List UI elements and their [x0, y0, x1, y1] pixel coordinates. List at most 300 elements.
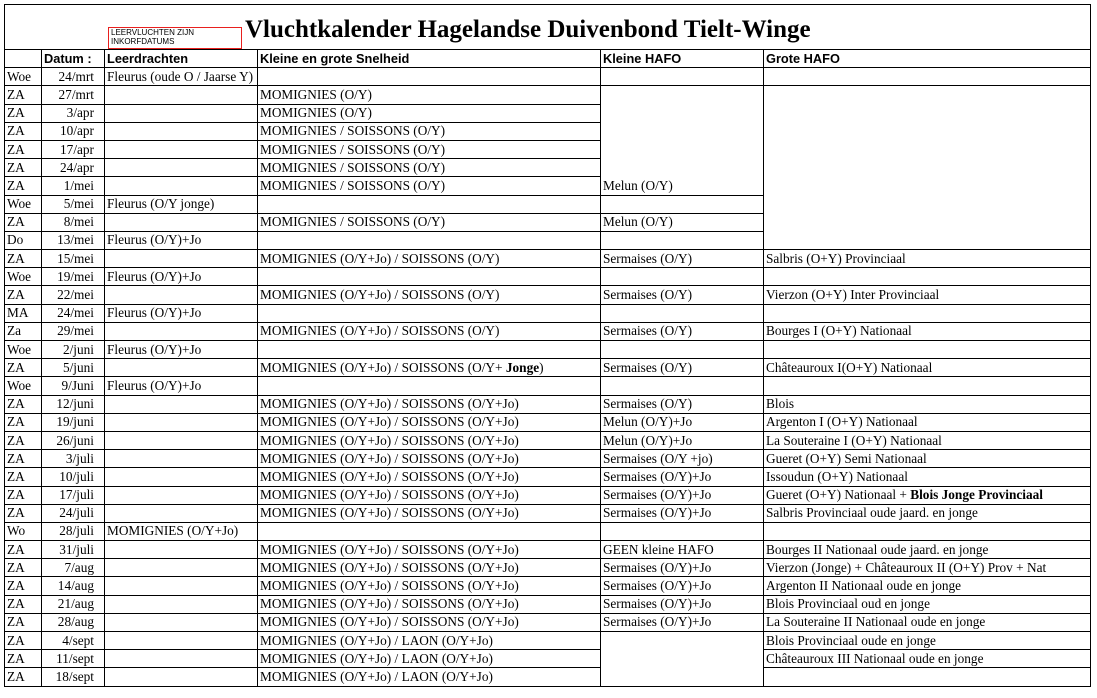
grote-hafo-cell — [764, 86, 1091, 104]
grote-hafo-cell-text: Blois — [766, 396, 795, 412]
date-cell — [42, 250, 105, 268]
kleine-hafo-cell-text: Melun (O/Y) — [603, 214, 673, 230]
snelheid-cell-text: MOMIGNIES (O/Y+Jo) / SOISSONS (O/Y+Jo) — [260, 432, 519, 448]
grote-hafo-cell-text: Gueret (O+Y) Nationaal + — [766, 487, 911, 503]
snelheid-cell — [258, 595, 601, 613]
kleine-hafo-cell — [601, 468, 764, 486]
day-cell-text: MA — [7, 305, 29, 321]
table-row — [5, 595, 1091, 613]
day-cell-text: ZA — [7, 86, 25, 102]
day-cell-text: ZA — [7, 123, 25, 139]
snelheid-cell — [258, 632, 601, 650]
leerdracht-cell — [105, 577, 258, 595]
date-cell — [42, 68, 105, 86]
date-cell — [42, 650, 105, 668]
kleine-hafo-cell — [601, 613, 764, 631]
kleine-hafo-cell — [601, 504, 764, 522]
leerdracht-cell — [105, 68, 258, 86]
snelheid-cell — [258, 668, 601, 686]
snelheid-cell-text: MOMIGNIES (O/Y+Jo) / SOISSONS (O/Y+Jo) — [260, 505, 519, 521]
day-cell — [5, 359, 42, 377]
day-cell — [5, 195, 42, 213]
kleine-hafo-cell — [601, 359, 764, 377]
leerdracht-cell — [105, 541, 258, 559]
table-row — [5, 122, 1091, 140]
snelheid-cell-text: MOMIGNIES / SOISSONS (O/Y) — [260, 214, 446, 230]
day-cell-text: ZA — [7, 614, 25, 630]
table-row — [5, 450, 1091, 468]
leerdracht-cell — [105, 413, 258, 431]
snelheid-cell-text: MOMIGNIES (O/Y+Jo) / SOISSONS (O/Y+Jo) — [260, 450, 519, 466]
grote-hafo-cell — [764, 486, 1091, 504]
leerdracht-cell — [105, 140, 258, 158]
grote-hafo-cell — [764, 413, 1091, 431]
date-cell — [42, 177, 105, 195]
grote-hafo-cell-text: Blois Provinciaal oude en jonge — [766, 632, 936, 648]
day-cell — [5, 468, 42, 486]
day-cell-text: ZA — [7, 596, 25, 612]
date-cell — [42, 632, 105, 650]
kleine-hafo-cell — [601, 577, 764, 595]
leerdracht-cell — [105, 431, 258, 449]
grote-hafo-cell — [764, 177, 1091, 195]
day-cell — [5, 322, 42, 340]
header-grote-hafo: Grote HAFO — [764, 50, 1091, 68]
grote-hafo-cell — [764, 595, 1091, 613]
date-cell-text: 21/aug — [57, 596, 94, 612]
grote-hafo-cell — [764, 122, 1091, 140]
inkorf-note-box — [108, 27, 242, 49]
kleine-hafo-cell-text: Melun (O/Y)+Jo — [603, 432, 693, 448]
kleine-hafo-cell — [601, 195, 764, 213]
snelheid-cell — [258, 613, 601, 631]
date-cell-text: 4/sept — [62, 632, 94, 648]
snelheid-cell-text: MOMIGNIES / SOISSONS (O/Y) — [260, 141, 446, 157]
leerdracht-cell — [105, 250, 258, 268]
day-cell-text: ZA — [7, 668, 25, 684]
leerdracht-cell-text: Fleurus (O/Y)+Jo — [107, 232, 202, 248]
day-cell-text: ZA — [7, 250, 25, 266]
snelheid-cell-text: MOMIGNIES (O/Y+Jo) / SOISSONS (O/Y+Jo) — [260, 596, 519, 612]
day-cell — [5, 395, 42, 413]
snelheid-cell-text: MOMIGNIES / SOISSONS (O/Y) — [260, 123, 446, 139]
table-row — [5, 195, 1091, 213]
day-cell — [5, 541, 42, 559]
date-cell-text: 24/apr — [60, 159, 94, 175]
header-leerdrachten: Leerdrachten — [105, 50, 258, 68]
grote-hafo-cell — [764, 468, 1091, 486]
date-cell — [42, 341, 105, 359]
day-cell — [5, 450, 42, 468]
day-cell-text: ZA — [7, 414, 25, 430]
leerdracht-cell — [105, 86, 258, 104]
snelheid-cell — [258, 104, 601, 122]
leerdracht-cell — [105, 486, 258, 504]
date-cell — [42, 595, 105, 613]
table-row — [5, 613, 1091, 631]
day-cell-text: ZA — [7, 487, 25, 503]
kleine-hafo-cell — [601, 177, 764, 195]
leerdracht-cell-text: Fleurus (O/Y)+Jo — [107, 377, 202, 393]
grote-hafo-cell — [764, 322, 1091, 340]
kleine-hafo-cell-text: Sermaises (O/Y) — [603, 359, 692, 375]
snelheid-cell-text: MOMIGNIES (O/Y+Jo) / SOISSONS (O/Y) — [260, 287, 500, 303]
date-cell-text: 13/mei — [57, 232, 94, 248]
grote-hafo-cell — [764, 195, 1091, 213]
day-cell — [5, 68, 42, 86]
grote-hafo-cell-text: Salbris Provinciaal oude jaard. en jonge — [766, 505, 978, 521]
day-cell — [5, 104, 42, 122]
table-row — [5, 268, 1091, 286]
kleine-hafo-cell — [601, 231, 764, 249]
kleine-hafo-cell-text: GEEN kleine HAFO — [603, 541, 714, 557]
table-row — [5, 304, 1091, 322]
day-cell-text: ZA — [7, 287, 25, 303]
grote-hafo-cell-text: Châteauroux III Nationaal oude en jonge — [766, 650, 984, 666]
kleine-hafo-cell — [601, 304, 764, 322]
leerdracht-cell-text: Fleurus (O/Y)+Jo — [107, 341, 202, 357]
day-cell — [5, 231, 42, 249]
date-cell-text: 8/mei — [63, 214, 94, 230]
day-cell-text: ZA — [7, 541, 25, 557]
date-cell — [42, 450, 105, 468]
date-cell-text: 14/aug — [57, 578, 94, 594]
day-cell — [5, 413, 42, 431]
leerdracht-cell — [105, 650, 258, 668]
date-cell-text: 24/mrt — [58, 68, 94, 84]
kleine-hafo-cell — [601, 541, 764, 559]
table-row — [5, 650, 1091, 668]
grote-hafo-cell-text: Bourges II Nationaal oude jaard. en jonge — [766, 541, 989, 557]
date-cell — [42, 304, 105, 322]
leerdracht-cell-text: Fleurus (oude O / Jaarse Y) — [107, 68, 254, 84]
day-cell — [5, 632, 42, 650]
snelheid-cell-bold-text: Jonge — [505, 359, 540, 375]
table-row — [5, 86, 1091, 104]
date-cell — [42, 522, 105, 540]
date-cell — [42, 541, 105, 559]
day-cell — [5, 504, 42, 522]
date-cell — [42, 431, 105, 449]
date-cell-text: 27/mrt — [58, 86, 94, 102]
day-cell — [5, 86, 42, 104]
kleine-hafo-cell — [601, 140, 764, 158]
snelheid-cell — [258, 559, 601, 577]
table-row — [5, 577, 1091, 595]
snelheid-cell — [258, 250, 601, 268]
kleine-hafo-cell — [601, 122, 764, 140]
flight-calendar-table — [4, 4, 1091, 687]
kleine-hafo-cell — [601, 522, 764, 540]
snelheid-cell — [258, 195, 601, 213]
day-cell-text: Woe — [7, 377, 32, 393]
snelheid-cell — [258, 140, 601, 158]
date-cell-text: 24/juli — [59, 505, 94, 521]
snelheid-cell-text: MOMIGNIES (O/Y) — [260, 86, 372, 102]
table-row — [5, 431, 1091, 449]
grote-hafo-cell — [764, 650, 1091, 668]
snelheid-cell — [258, 650, 601, 668]
grote-hafo-cell-text: Vierzon (Jonge) + Châteauroux II (O+Y) Prov + Nat — [766, 559, 1047, 575]
snelheid-cell — [258, 395, 601, 413]
page-title: Vluchtkalender Hagelandse Duivenbond Tielt-Winge — [245, 16, 811, 43]
grote-hafo-cell — [764, 231, 1091, 249]
grote-hafo-cell — [764, 140, 1091, 158]
leerdracht-cell — [105, 286, 258, 304]
table-row — [5, 395, 1091, 413]
snelheid-cell — [258, 359, 601, 377]
kleine-hafo-cell — [601, 68, 764, 86]
grote-hafo-cell-bold-text: Blois Jonge Provinciaal — [910, 487, 1043, 503]
kleine-hafo-cell — [601, 86, 764, 104]
table-row — [5, 231, 1091, 249]
kleine-hafo-cell — [601, 559, 764, 577]
date-cell — [42, 140, 105, 158]
date-cell-text: 3/juli — [65, 450, 94, 466]
day-cell — [5, 613, 42, 631]
snelheid-cell — [258, 122, 601, 140]
day-cell — [5, 577, 42, 595]
table-row — [5, 668, 1091, 686]
day-cell — [5, 377, 42, 395]
day-cell — [5, 341, 42, 359]
day-cell — [5, 159, 42, 177]
title-cell — [5, 5, 1091, 50]
grote-hafo-cell-text: Châteauroux I(O+Y) Nationaal — [766, 359, 933, 375]
grote-hafo-cell-text: La Souteraine I (O+Y) Nationaal — [766, 432, 942, 448]
day-cell — [5, 213, 42, 231]
table-row — [5, 322, 1091, 340]
table-row — [5, 341, 1091, 359]
kleine-hafo-cell-text: Sermaises (O/Y)+Jo — [603, 596, 712, 612]
table-row — [5, 632, 1091, 650]
snelheid-cell — [258, 268, 601, 286]
day-cell — [5, 522, 42, 540]
leerdracht-cell — [105, 668, 258, 686]
date-cell-text: 19/mei — [57, 268, 94, 284]
grote-hafo-cell — [764, 577, 1091, 595]
snelheid-cell-text: MOMIGNIES (O/Y+Jo) / LAON (O/Y+Jo) — [260, 632, 493, 648]
kleine-hafo-cell — [601, 268, 764, 286]
kleine-hafo-cell — [601, 213, 764, 231]
kleine-hafo-cell — [601, 159, 764, 177]
kleine-hafo-cell — [601, 377, 764, 395]
grote-hafo-cell-text: Argenton I (O+Y) Nationaal — [766, 414, 918, 430]
date-cell-text: 26/juni — [56, 432, 94, 448]
kleine-hafo-cell — [601, 450, 764, 468]
table-row — [5, 522, 1091, 540]
day-cell — [5, 140, 42, 158]
date-cell — [42, 231, 105, 249]
day-cell-text: ZA — [7, 450, 25, 466]
snelheid-cell — [258, 522, 601, 540]
date-cell-text: 12/juni — [56, 396, 94, 412]
kleine-hafo-cell — [601, 286, 764, 304]
day-cell-text: Do — [7, 232, 24, 248]
table-row — [5, 541, 1091, 559]
snelheid-cell — [258, 213, 601, 231]
leerdracht-cell — [105, 322, 258, 340]
table-row — [5, 177, 1091, 195]
grote-hafo-cell — [764, 268, 1091, 286]
table-row — [5, 250, 1091, 268]
note-line-2: INKORFDATUMS — [111, 36, 175, 46]
snelheid-cell-text: MOMIGNIES (O/Y+Jo) / SOISSONS (O/Y+Jo) — [260, 541, 519, 557]
kleine-hafo-cell-text: Sermaises (O/Y)+Jo — [603, 468, 712, 484]
leerdracht-cell — [105, 359, 258, 377]
date-cell-text: 31/juli — [59, 541, 94, 557]
day-cell-text: ZA — [7, 177, 25, 193]
date-cell-text: 7/aug — [64, 559, 94, 575]
day-cell — [5, 304, 42, 322]
leerdracht-cell — [105, 122, 258, 140]
date-cell — [42, 613, 105, 631]
table-row — [5, 377, 1091, 395]
grote-hafo-cell — [764, 541, 1091, 559]
day-cell-text: Wo — [7, 523, 26, 539]
grote-hafo-cell — [764, 250, 1091, 268]
day-cell — [5, 177, 42, 195]
leerdracht-cell — [105, 104, 258, 122]
date-cell-text: 18/sept — [55, 668, 94, 684]
day-cell — [5, 122, 42, 140]
leerdracht-cell — [105, 613, 258, 631]
date-cell-text: 11/sept — [56, 650, 94, 666]
leerdracht-cell — [105, 595, 258, 613]
grote-hafo-cell-text: La Souteraine II Nationaal oude en jonge — [766, 614, 986, 630]
grote-hafo-cell — [764, 104, 1091, 122]
header-datum: Datum : — [42, 50, 105, 68]
grote-hafo-cell — [764, 559, 1091, 577]
flight-calendar-sheet — [4, 4, 1091, 687]
table-row — [5, 468, 1091, 486]
leerdracht-cell-text: Fleurus (O/Y)+Jo — [107, 268, 202, 284]
grote-hafo-cell-text: Bourges I (O+Y) Nationaal — [766, 323, 912, 339]
table-row — [5, 286, 1091, 304]
date-cell — [42, 322, 105, 340]
snelheid-cell — [258, 541, 601, 559]
snelheid-cell — [258, 577, 601, 595]
snelheid-cell — [258, 450, 601, 468]
date-cell — [42, 286, 105, 304]
date-cell-text: 17/apr — [60, 141, 94, 157]
snelheid-cell-text: MOMIGNIES (O/Y+Jo) / SOISSONS (O/Y+Jo) — [260, 487, 519, 503]
grote-hafo-cell — [764, 377, 1091, 395]
leerdracht-cell — [105, 468, 258, 486]
date-cell — [42, 395, 105, 413]
snelheid-cell-text: MOMIGNIES / SOISSONS (O/Y) — [260, 159, 446, 175]
kleine-hafo-cell — [601, 486, 764, 504]
leerdracht-cell-text: MOMIGNIES (O/Y+Jo) — [107, 523, 239, 539]
leerdracht-cell — [105, 195, 258, 213]
snelheid-cell — [258, 86, 601, 104]
grote-hafo-cell-text: Issoudun (O+Y) Nationaal — [766, 468, 908, 484]
snelheid-cell — [258, 504, 601, 522]
kleine-hafo-cell — [601, 250, 764, 268]
day-cell-text: ZA — [7, 432, 25, 448]
table-row — [5, 359, 1091, 377]
table-row — [5, 68, 1091, 86]
kleine-hafo-cell-text: Melun (O/Y)+Jo — [603, 414, 693, 430]
date-cell-text: 2/juni — [62, 341, 94, 357]
date-cell — [42, 195, 105, 213]
grote-hafo-cell — [764, 522, 1091, 540]
grote-hafo-cell — [764, 632, 1091, 650]
table-row — [5, 104, 1091, 122]
kleine-hafo-cell-text: Sermaises (O/Y)+Jo — [603, 559, 712, 575]
date-cell-text: 17/juli — [59, 487, 94, 503]
kleine-hafo-cell-text: Sermaises (O/Y) — [603, 323, 692, 339]
day-cell-text: ZA — [7, 650, 25, 666]
date-cell — [42, 159, 105, 177]
snelheid-cell — [258, 468, 601, 486]
kleine-hafo-cell-text: Sermaises (O/Y)+Jo — [603, 505, 712, 521]
snelheid-cell — [258, 341, 601, 359]
day-cell-text: ZA — [7, 159, 25, 175]
snelheid-cell — [258, 159, 601, 177]
day-cell — [5, 431, 42, 449]
day-cell — [5, 250, 42, 268]
kleine-hafo-cell-text: Sermaises (O/Y)+Jo — [603, 614, 712, 630]
table-row — [5, 159, 1091, 177]
header-snelheid: Kleine en grote Snelheid — [258, 50, 601, 68]
kleine-hafo-cell-text: Sermaises (O/Y +jo) — [603, 450, 713, 466]
leerdracht-cell — [105, 395, 258, 413]
grote-hafo-cell — [764, 286, 1091, 304]
snelheid-cell-text: MOMIGNIES (O/Y+Jo) / SOISSONS (O/Y+Jo) — [260, 414, 519, 430]
date-cell — [42, 86, 105, 104]
day-cell-text: ZA — [7, 632, 25, 648]
kleine-hafo-cell — [601, 104, 764, 122]
date-cell-text: 10/apr — [60, 123, 94, 139]
leerdracht-cell — [105, 159, 258, 177]
kleine-hafo-cell — [601, 431, 764, 449]
kleine-hafo-cell-text: Sermaises (O/Y) — [603, 250, 692, 266]
day-cell-text: ZA — [7, 141, 25, 157]
grote-hafo-cell — [764, 431, 1091, 449]
leerdracht-cell-text: Fleurus (O/Y jonge) — [107, 196, 215, 212]
kleine-hafo-cell-text: Sermaises (O/Y) — [603, 287, 692, 303]
leerdracht-cell — [105, 268, 258, 286]
snelheid-cell-text: MOMIGNIES (O/Y+Jo) / SOISSONS (O/Y+ — [260, 359, 506, 375]
day-cell-text: Za — [7, 323, 22, 339]
day-cell-text: Woe — [7, 196, 32, 212]
date-cell-text: 1/mei — [63, 177, 94, 193]
kleine-hafo-cell-text: Sermaises (O/Y)+Jo — [603, 578, 712, 594]
snelheid-cell-text: MOMIGNIES (O/Y+Jo) / SOISSONS (O/Y+Jo) — [260, 559, 519, 575]
snelheid-cell — [258, 68, 601, 86]
grote-hafo-cell — [764, 359, 1091, 377]
grote-hafo-cell-text: Gueret (O+Y) Semi Nationaal — [766, 450, 927, 466]
table-row — [5, 559, 1091, 577]
date-cell-text: 15/mei — [57, 250, 94, 266]
leerdracht-cell — [105, 377, 258, 395]
day-cell-text: ZA — [7, 105, 25, 121]
snelheid-cell — [258, 486, 601, 504]
table-row — [5, 413, 1091, 431]
grote-hafo-cell — [764, 613, 1091, 631]
day-cell-text: ZA — [7, 396, 25, 412]
date-cell-text: 28/aug — [57, 614, 94, 630]
date-cell — [42, 504, 105, 522]
leerdracht-cell — [105, 450, 258, 468]
day-cell-text: Woe — [7, 68, 32, 84]
date-cell-text: 5/juni — [62, 359, 94, 375]
date-cell — [42, 213, 105, 231]
grote-hafo-cell — [764, 68, 1091, 86]
snelheid-cell-text: MOMIGNIES (O/Y+Jo) / SOISSONS (O/Y+Jo) — [260, 468, 519, 484]
snelheid-cell — [258, 177, 601, 195]
